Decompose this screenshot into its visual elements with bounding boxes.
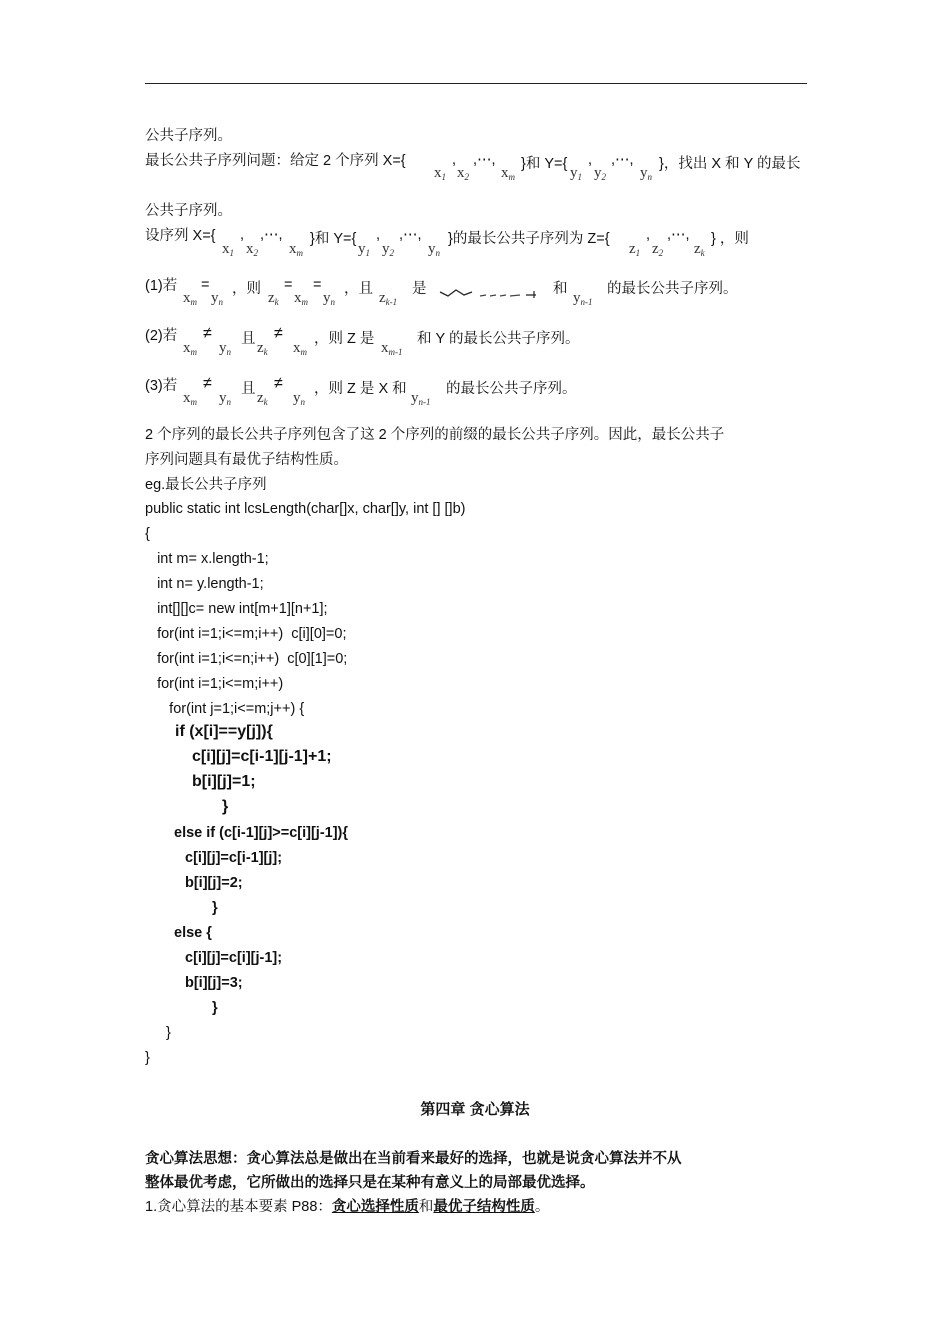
paragraph-line: 2 个序列的最长公共子序列包含了这 2 个序列的前缀的最长公共子序列。因此，最长公共子 [145, 427, 725, 443]
math-y1: $y_1$ [570, 165, 582, 182]
code-line: for(int i=1;i<=m;i++) c[i][0]=0; [145, 626, 347, 642]
garbled-math-glyph [438, 286, 542, 300]
code-line-bold: c[i][j]=c[i][j-1]; [185, 950, 283, 966]
term-greedy-choice: 贪心选择性质 [331, 1199, 419, 1215]
text-line: 公共子序列。 [145, 203, 232, 219]
term-optimal-substructure: 最优子结构性质 [433, 1199, 535, 1215]
math-x2: $x_2$ [457, 165, 469, 182]
code-line-bold: b[i][j]=3; [185, 975, 243, 991]
header-rule [145, 83, 807, 84]
code-line-bold: c[i][j]=c[i-1][j]; [185, 850, 283, 866]
code-line: int[][]c= new int[m+1][n+1]; [145, 601, 328, 617]
text-line: 设序列 X={ [145, 228, 216, 244]
code-line-bold: } [212, 1000, 218, 1016]
code-line-bold: b[i][j]=1; [192, 773, 256, 790]
math-xm: $x_m$ [501, 165, 515, 182]
code-line: for(int i=1;i<=n;i++) c[0][1]=0; [145, 651, 348, 667]
code-line-bold: b[i][j]=2; [185, 875, 243, 891]
paragraph-line: 1.贪心算法的基本要素 P88：贪心选择性质和最优子结构性质。 [145, 1199, 550, 1215]
code-line: int n= y.length-1; [145, 576, 264, 592]
code-line: int m= x.length-1; [145, 551, 269, 567]
paragraph-line: 整体最优考虑，它所做出的选择只是在某种有意义上的局部最优选择。 [145, 1175, 595, 1191]
text-line: 公共子序列。 [145, 128, 232, 144]
code-line: for(int j=1;i<=m;j++) { [145, 701, 305, 717]
code-line-bold: } [212, 900, 218, 916]
code-line-bold: if (x[i]==y[j]){ [175, 723, 273, 740]
math-y2: $y_2$ [594, 165, 606, 182]
code-line-bold: } [222, 798, 229, 815]
code-line: } [166, 1025, 171, 1041]
code-line: for(int i=1;i<=m;i++) [145, 676, 284, 692]
text-line: 最长公共子序列问题：给定 2 个序列 X={ [145, 153, 406, 169]
code-line-bold: c[i][j]=c[i-1][j-1]+1; [192, 748, 332, 765]
code-line: } [145, 1050, 150, 1066]
code-line: { [145, 526, 150, 542]
code-line: public static int lcsLength(char[]x, char[]y, int [] []b) [145, 501, 466, 517]
code-line-bold: else { [174, 925, 212, 941]
math-yn: $y_n$ [640, 165, 652, 182]
condition-1: (1)若 [145, 278, 178, 294]
code-line-bold: else if (c[i-1][j]>=c[i][j-1]){ [174, 825, 349, 841]
example-heading: eg.最长公共子序列 [145, 477, 267, 493]
condition-3: (3)若 [145, 378, 178, 394]
paragraph-line: 贪心算法思想：贪心算法总是做出在当前看来最好的选择，也就是说贪心算法并不从 [145, 1151, 682, 1167]
condition-2: (2)若 [145, 328, 178, 344]
math-x1: $x_1$ [434, 165, 446, 182]
paragraph-line: 序列问题具有最优子结构性质。 [145, 452, 348, 468]
chapter-title: 第四章 贪心算法 [420, 1101, 530, 1118]
